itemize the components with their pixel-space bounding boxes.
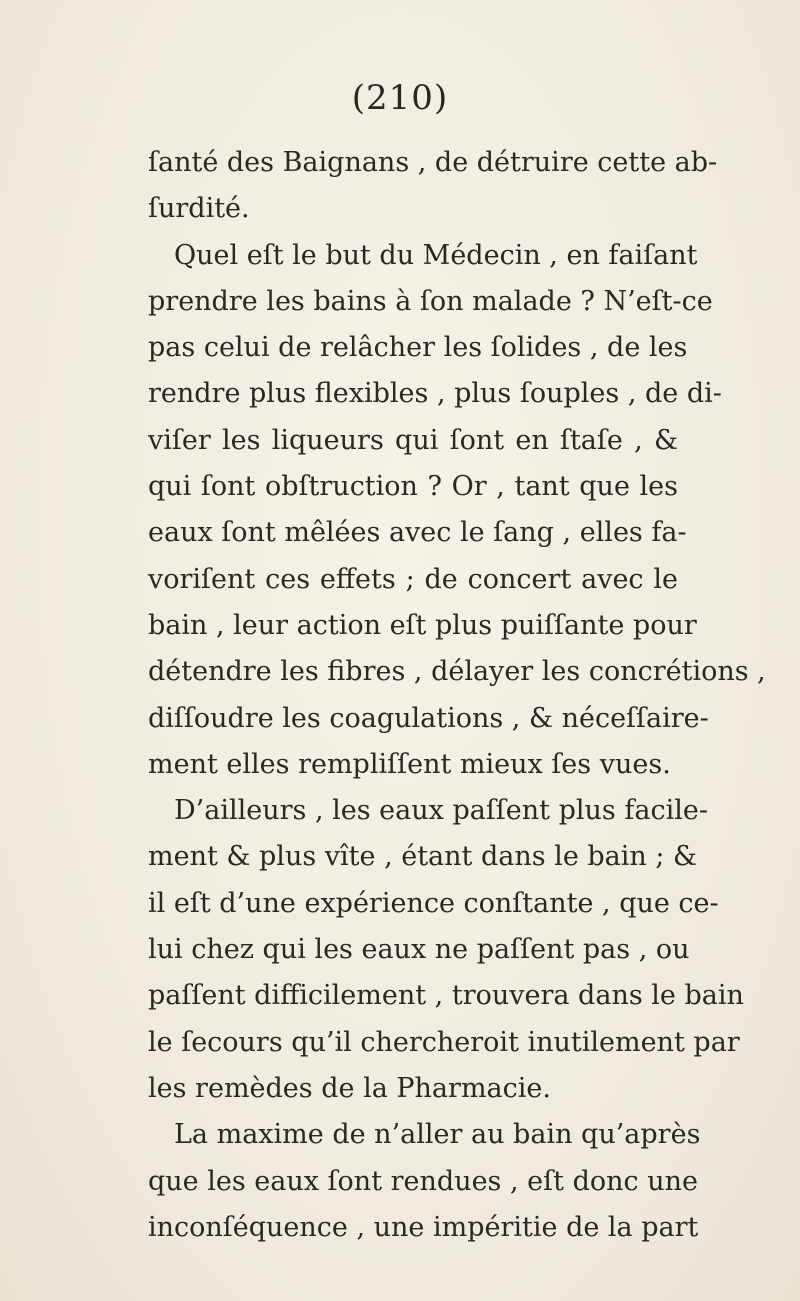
text-line: ſanté des Baignans , de détruire cette ab-: [148, 147, 718, 178]
text-line: Quel eſt le but du Médecin , en faiſant: [174, 239, 698, 271]
text-line: viſer les liqueurs qui ſont en ſtaſe , &: [148, 424, 678, 456]
text-line: ment elles rempliſſent mieux ſes vues.: [148, 748, 671, 780]
text-line: voriſent ces effets ; de concert avec le: [148, 563, 678, 595]
text-line: ment & plus vîte , étant dans le bain ; &: [148, 841, 698, 873]
text-line: pas celui de relâcher les ſolides , de les: [148, 332, 688, 364]
text-line: détendre les fibres , délayer les concrétions ,: [148, 656, 766, 688]
text-line: il eſt d’une expérience conſtante , que ce-: [148, 887, 719, 919]
text-line: D’ailleurs , les eaux paſſent plus facile-: [174, 795, 708, 827]
text-line: ſurdité.: [148, 193, 250, 225]
text-line: les remèdes de la Pharmacie.: [148, 1072, 551, 1104]
page-number: (210): [351, 78, 449, 118]
text-line: inconſéquence , une impéritie de la part: [148, 1211, 699, 1243]
text-line: rendre plus flexibles , plus ſouples , de di-: [148, 378, 722, 410]
text-line: bain , leur action eſt plus puiſſante pour: [148, 609, 697, 641]
text-line: lui chez qui les eaux ne paſſent pas , ou: [148, 934, 690, 966]
text-line: qui ſont obſtruction ? Or , tant que les: [148, 471, 678, 503]
text-line: le ſecours qu’il chercheroit inutilement par: [148, 1026, 740, 1058]
text-line: diſſoudre les coagulations , & néceſſaire-: [148, 702, 709, 734]
text-line: que les eaux ſont rendues , eſt donc une: [148, 1165, 698, 1197]
body-text: [148, 140, 766, 1251]
text-line: eaux ſont mêlées avec le ſang , elles fa-: [148, 517, 687, 549]
text-line: paſſent difficilement , trouvera dans le bain: [148, 980, 744, 1012]
text-line: La maxime de n’aller au bain qu’après: [174, 1119, 701, 1151]
text-line: prendre les bains à ſon malade ? N’eſt-ce: [148, 285, 713, 317]
